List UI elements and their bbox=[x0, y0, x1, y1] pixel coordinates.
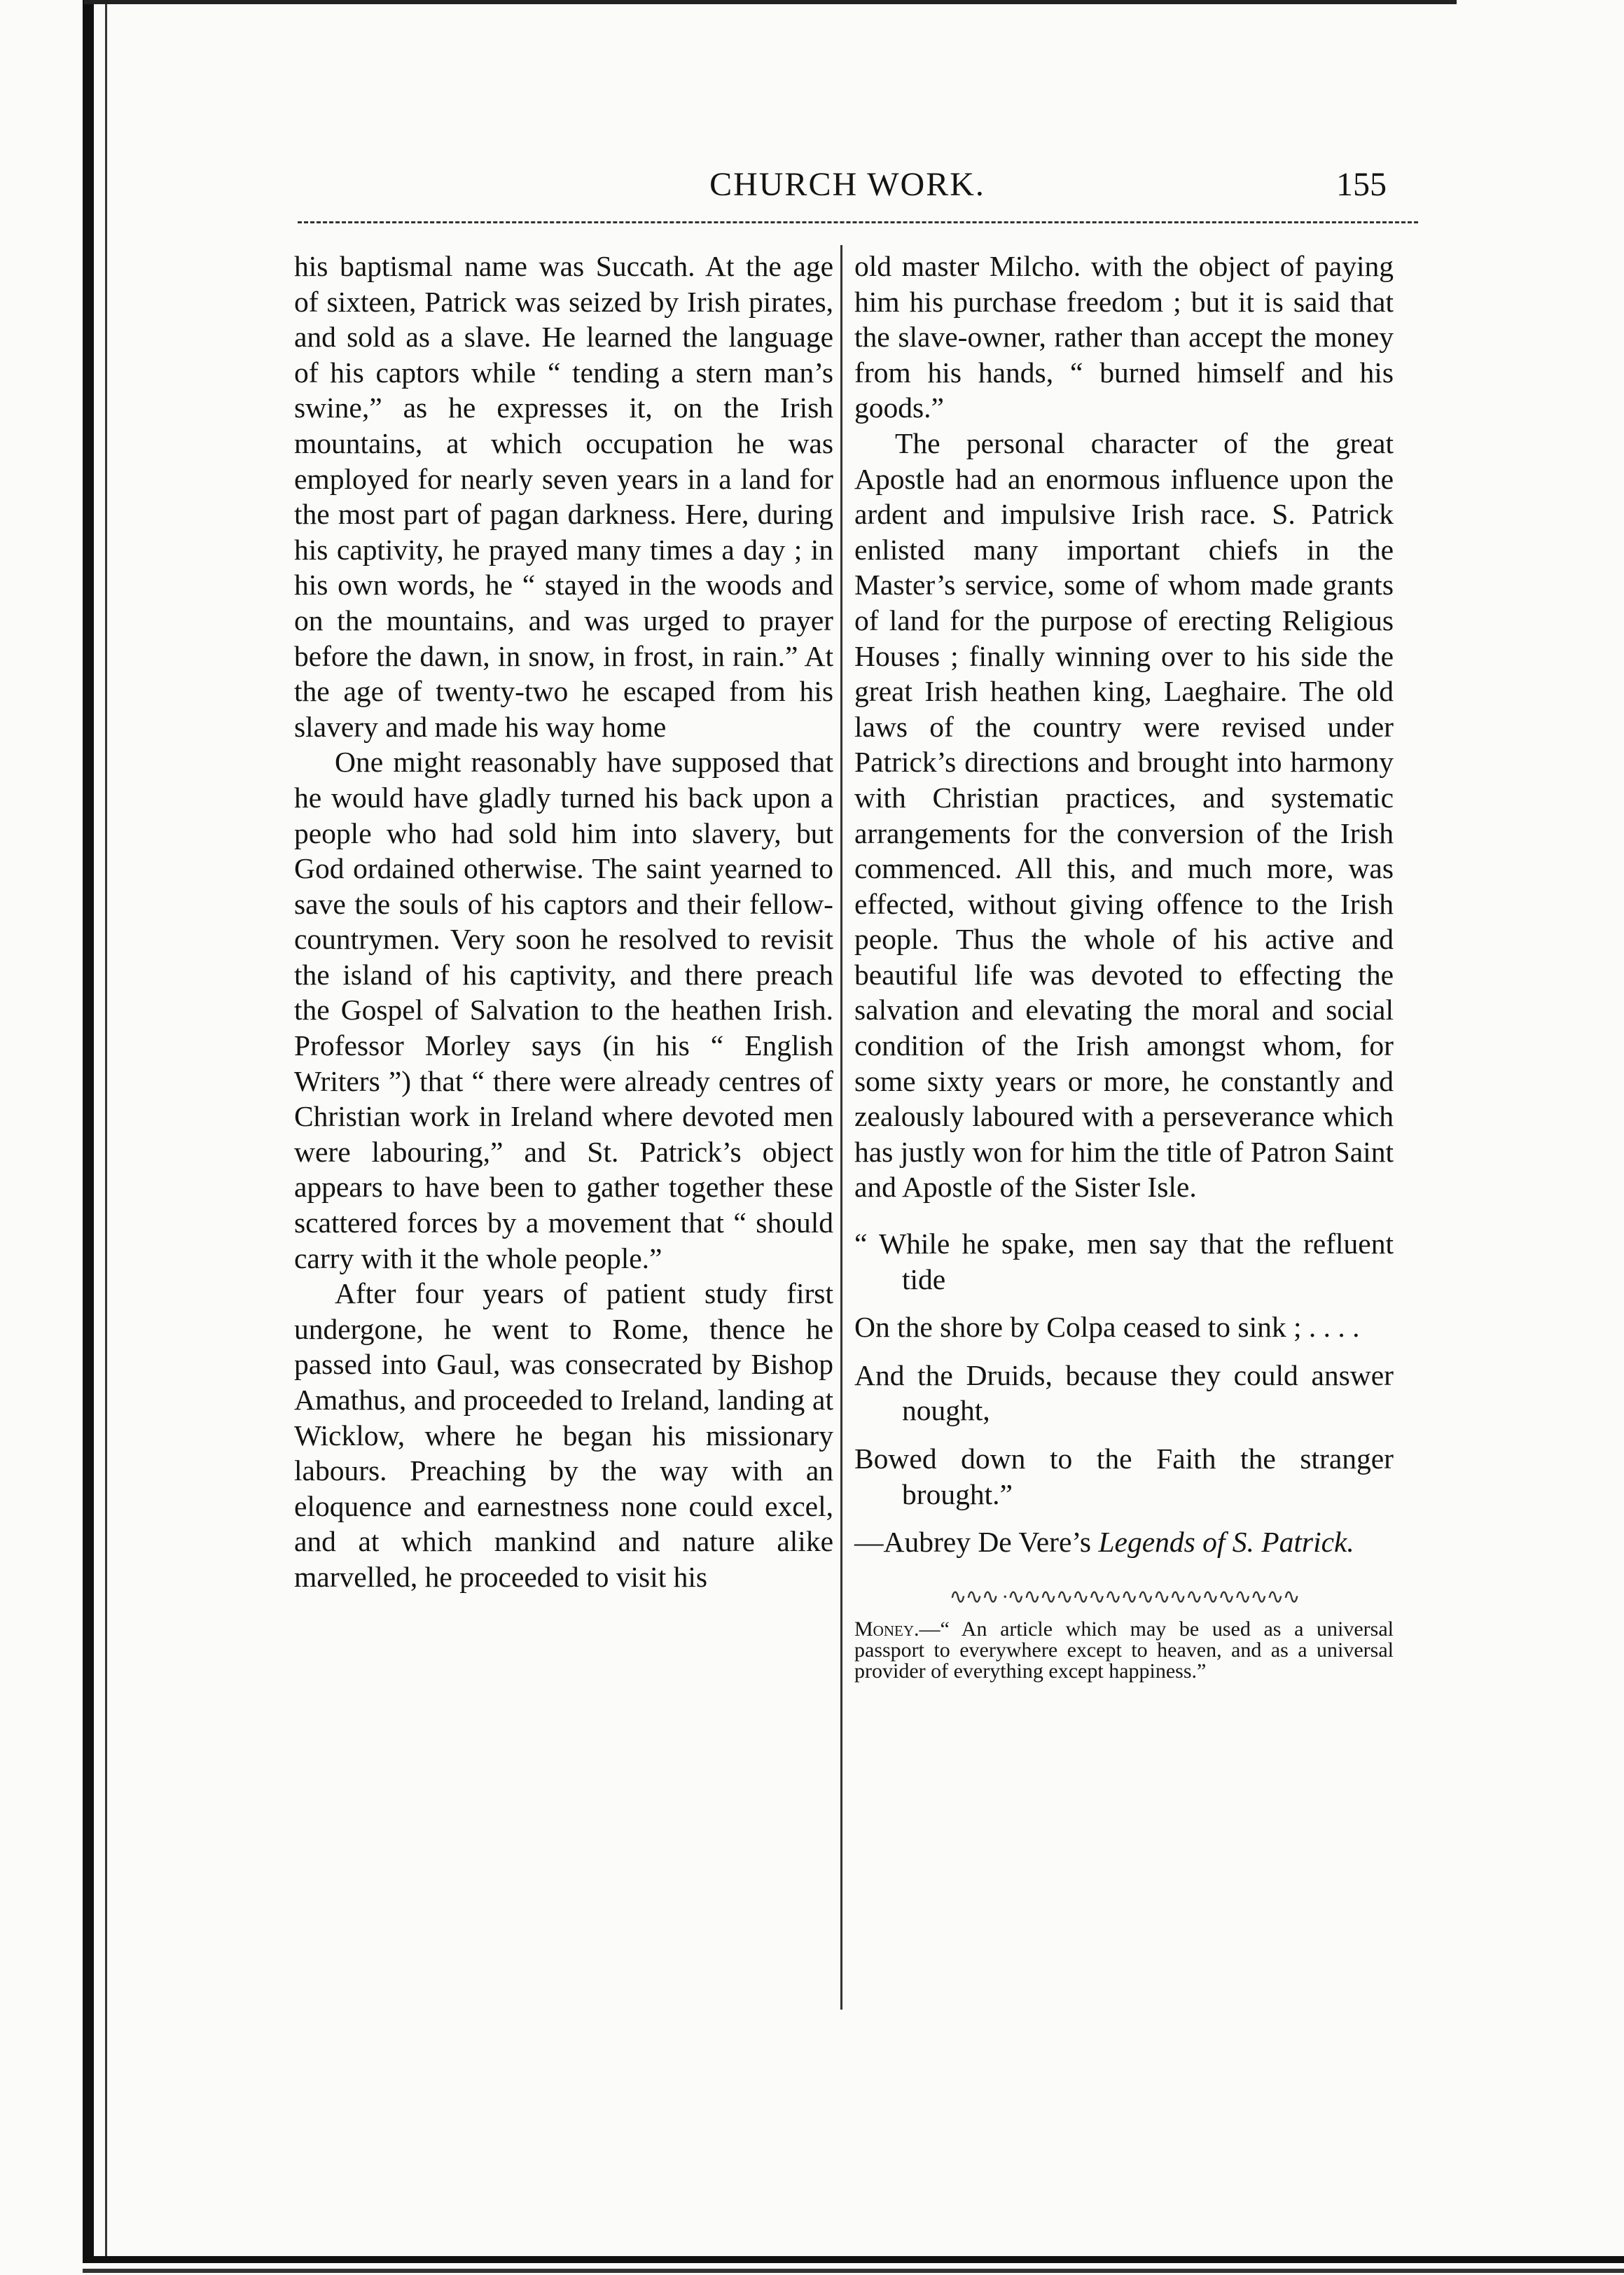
ornamental-divider: ∿∿∿ ·∿∿∿∿∿∿∿∿∿∿∿∿∿∿∿∿∿∿ bbox=[949, 1585, 1299, 1608]
running-title: CHURCH WORK. bbox=[709, 166, 985, 203]
verse-line: And the Druids, because they could answer nought, bbox=[854, 1358, 1394, 1427]
right-column bbox=[854, 249, 1394, 1682]
binding-edge bbox=[83, 0, 94, 2262]
paragraph: One might reasonably have supposed that he would have gladly turned his back upon a people who had sold him into slavery, but God ordained otherwise. The saint yearned to save the souls of his captors and their fellow-countrymen. Very soon he resolved to revisit the island of his captivity, and there preach the Gospel of Salvation to the heathen Irish. Professor Morley says (in his “ English Writers ”) that “ there were already centres of Christian work in Ireland where devoted men were labouring,” and St. Patrick’s object appears to have been to gather together these scattered forces by a movement that “ should carry with it the whole people.” bbox=[294, 746, 833, 1274]
left-column bbox=[294, 249, 833, 1595]
attribution-title: Legends of S. Patrick. bbox=[1098, 1526, 1354, 1559]
binding-shadow-line bbox=[105, 0, 107, 2262]
verse-quotation bbox=[854, 1226, 1394, 1512]
paragraph: After four years of patient study first undergone, he went to Rome, thence he passed into Gaul, was consecrated by Bishop Amathus, and proceeded to Ireland, landing at Wicklow, where he began his missionary labours. Preaching by the way with an eloquence and earnestness none could excel, and at which mankind and nature alike marvelled, he proceeded to visit his bbox=[294, 1277, 833, 1593]
verse-attribution bbox=[854, 1524, 1394, 1560]
footnote bbox=[854, 1619, 1394, 1682]
paragraph: The personal character of the great Apostle had an enormous influence upon the ardent and impulsive Irish race. S. Patrick enlisted many important chiefs in the Master’s service, some of whom made grants of land for the purpose of erecting Religious Houses ; finally winning over to his side the great Irish heathen king, Laeghaire. The old laws of the country were revised under Patrick’s directions and brought into harmony with Christian practices, and systematic arrangements for the conversion of the Irish commenced. All this, and much more, was effected, without giving offence to the Irish people. Thus the whole of his active and beautiful life was devoted to effecting the salvation and elevating the moral and social condition of the Irish amongst whom, for some sixty years or more, he constantly and zealously laboured with a perseverance which has justly won for him the title of Patron Saint and Apostle of the Sister Isle. bbox=[854, 426, 1394, 1204]
bottom-page-edge-shadow bbox=[83, 2269, 1624, 2273]
verse-line: “ While he spake, men say that the refluent tide bbox=[854, 1227, 1394, 1295]
verse-line: Bowed down to the Faith the stranger brought.” bbox=[854, 1442, 1394, 1510]
footnote-label: Money. bbox=[854, 1617, 919, 1641]
attribution-author: —Aubrey De Vere’s bbox=[854, 1526, 1099, 1559]
top-page-edge bbox=[84, 0, 1457, 4]
paragraph: old master Milcho. with the object of paying him his purchase freedom ; but it is said that the slave-owner, rather than accept the money from his hands, “ burned himself and his goods.” bbox=[854, 250, 1394, 424]
paragraph: his baptismal name was Succath. At the age of sixteen, Patrick was seized by Irish pirates, and sold as a slave. He learned the language of his captors while “ tending a stern man’s swine,” as he expresses it, on the Irish mountains, at which occupation he was employed for nearly seven years in a land for the most part of pagan darkness. Here, during his captivity, he prayed many times a day ; in his own words, he “ stayed in the woods and on the mountains, and was urged to prayer before the dawn, in snow, in frost, in rain.” At the age of twenty-two he escaped from his slavery and made his way home bbox=[294, 250, 833, 743]
verse-line: On the shore by Colpa ceased to sink ; . . . . bbox=[854, 1311, 1360, 1344]
column-divider bbox=[840, 245, 842, 2010]
footnote-text: —“ An article which may be used as a universal passport to everywhere except to heaven, and as a universal provider of everything except happiness.” bbox=[854, 1617, 1394, 1683]
bottom-page-edge bbox=[83, 2256, 1624, 2263]
page-number: 155 bbox=[1336, 166, 1387, 203]
header-rule bbox=[298, 221, 1418, 223]
